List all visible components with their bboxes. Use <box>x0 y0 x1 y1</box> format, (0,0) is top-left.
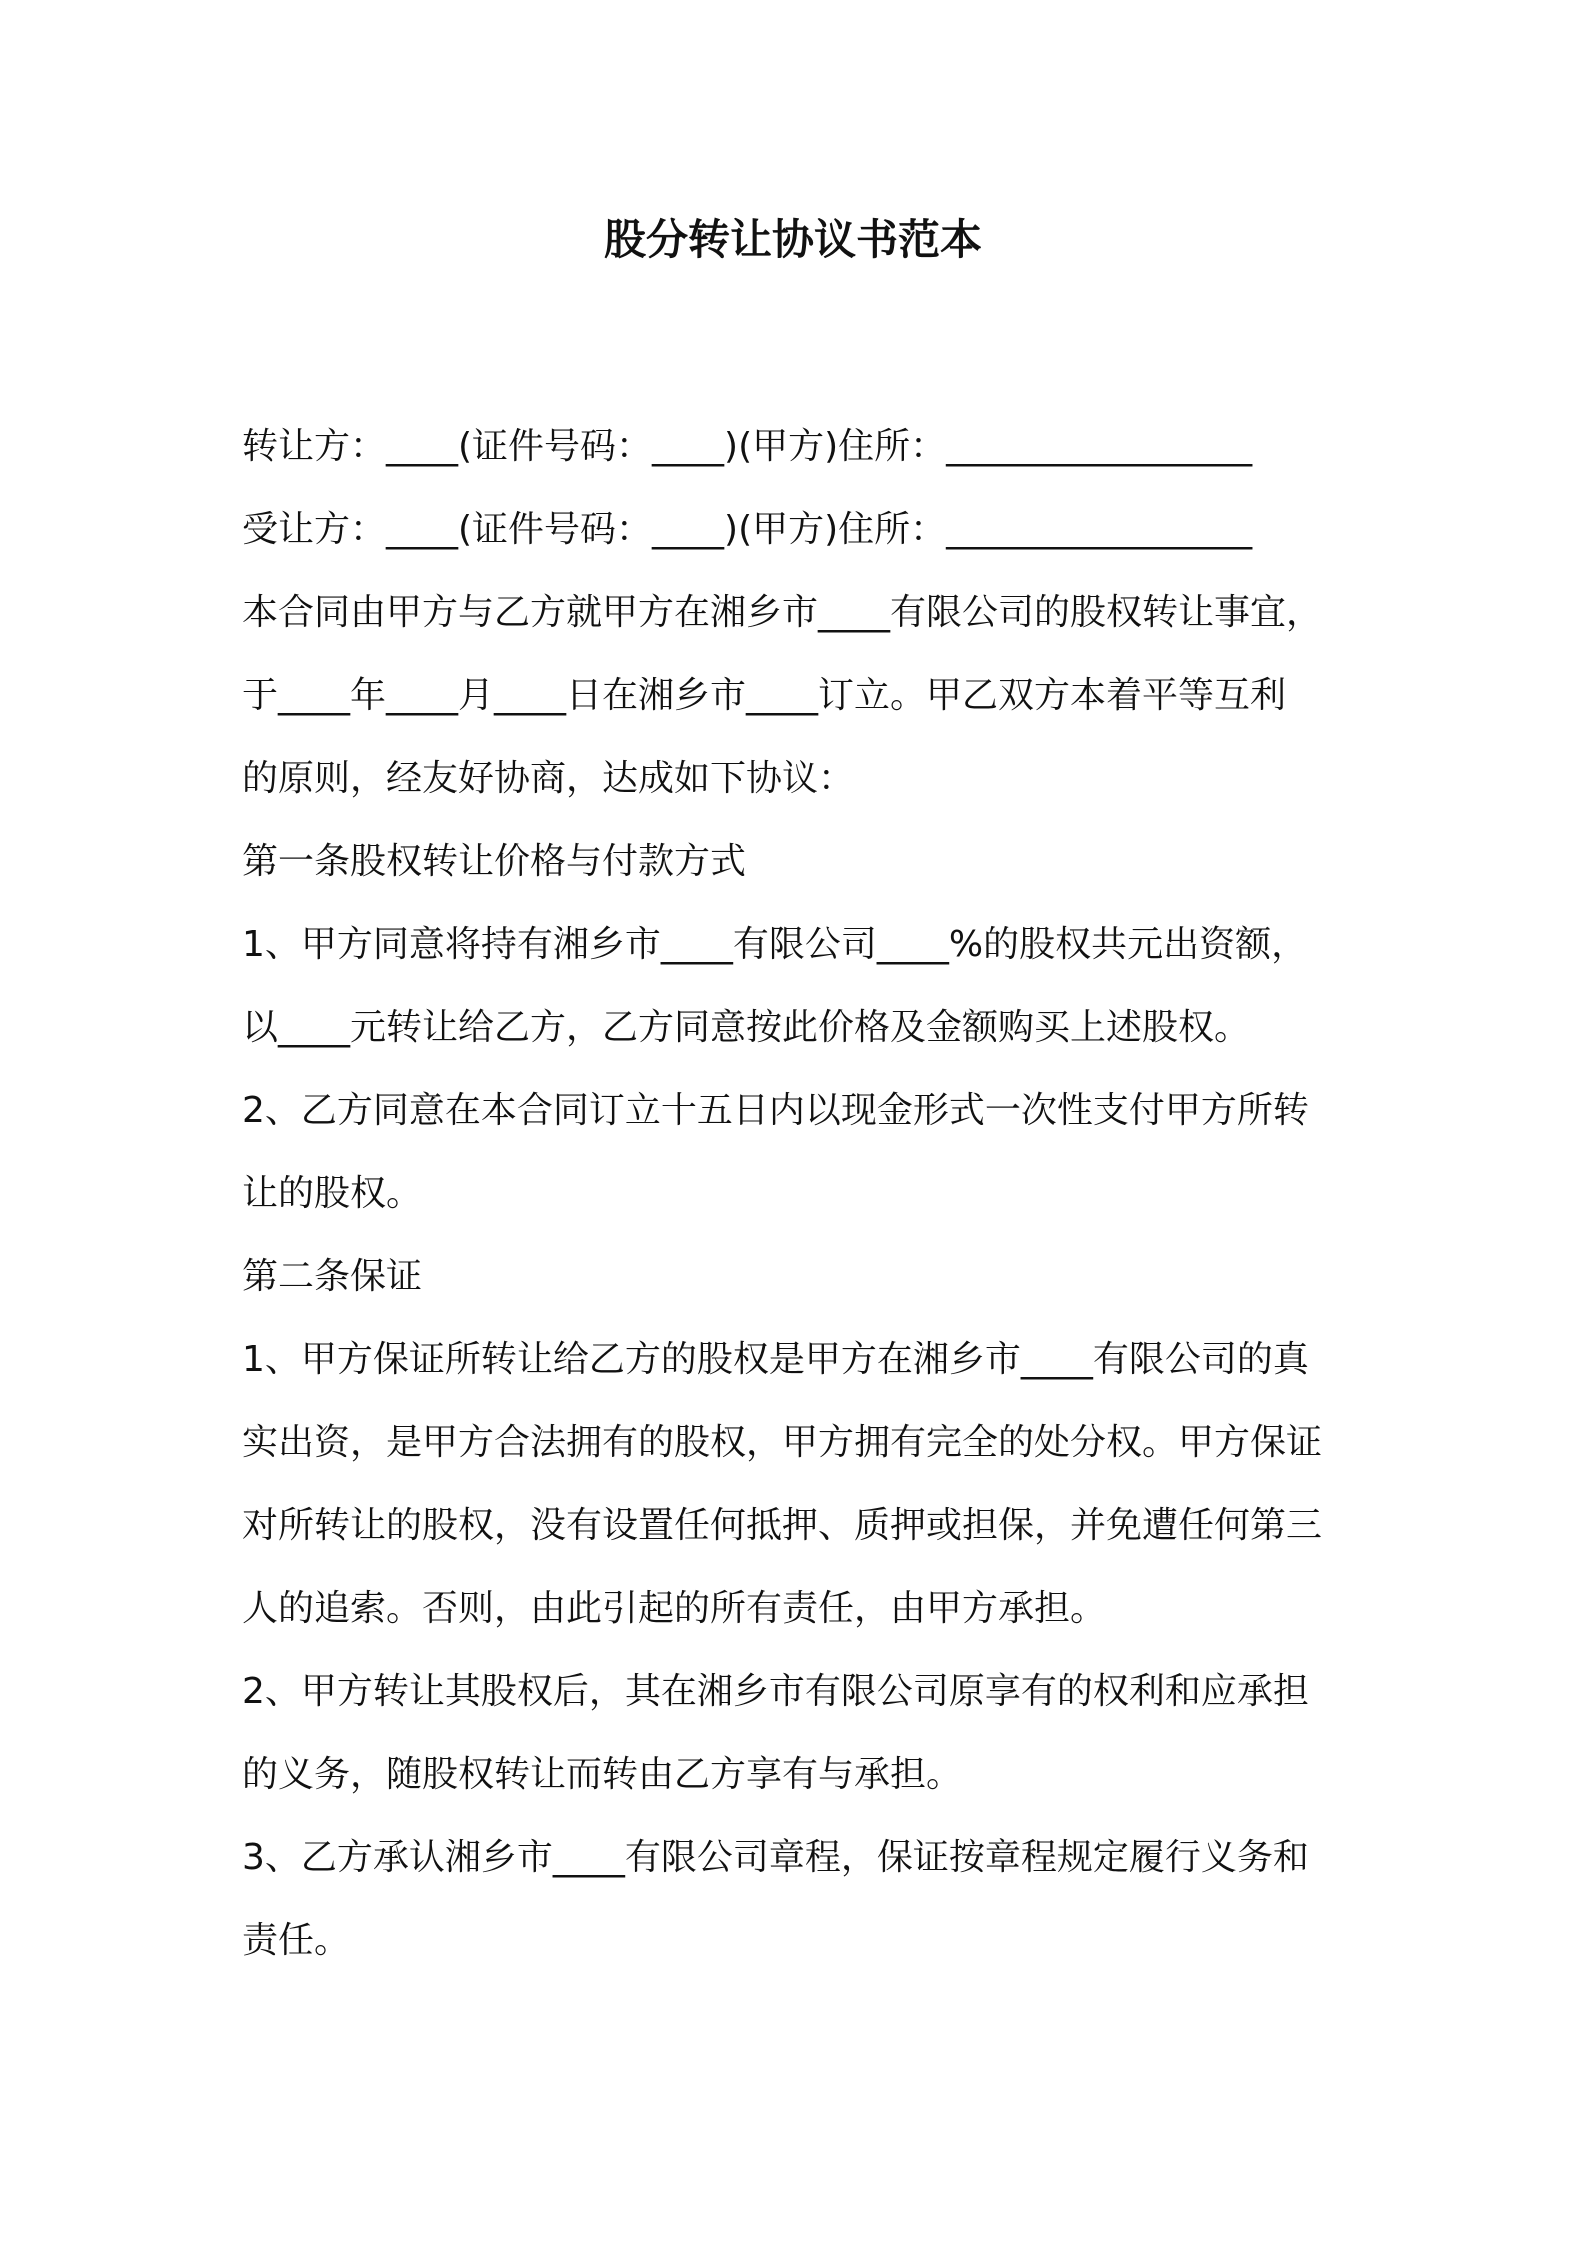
section-heading: 第二条保证 <box>242 1256 423 1297</box>
text-line: 2、乙方同意在本合同订立十五日内以现金形式一次性支付甲方所转 <box>242 1090 1309 1131</box>
text-line: 3、乙方承认湘乡市____有限公司章程，保证按章程规定履行义务和 <box>242 1837 1309 1878</box>
document-body <box>242 405 1357 1982</box>
text-line: 人的追索。否则，由此引起的所有责任，由甲方承担。 <box>242 1588 1107 1629</box>
text-line: 的原则，经友好协商，达成如下协议： <box>242 758 855 799</box>
text-line: 受让方：____(证件号码：____)(甲方)住所：_________________ <box>242 509 1253 550</box>
text-line: 1、甲方同意将持有湘乡市____有限公司____%的股权共元出资额， <box>242 924 1308 965</box>
text-line: 实出资，是甲方合法拥有的股权，甲方拥有完全的处分权。甲方保证 <box>242 1422 1323 1463</box>
text-line: 转让方：____(证件号码：____)(甲方)住所：_________________ <box>242 426 1253 467</box>
text-line: 对所转让的股权，没有设置任何抵押、质押或担保，并免遭任何第三 <box>242 1505 1323 1546</box>
document-title: 股分转让协议书范本 <box>603 215 982 264</box>
text-line: 让的股权。 <box>242 1173 423 1214</box>
text-line: 2、甲方转让其股权后，其在湘乡市有限公司原享有的权利和应承担 <box>242 1671 1309 1712</box>
text-line: 本合同由甲方与乙方就甲方在湘乡市____有限公司的股权转让事宜， <box>242 592 1323 633</box>
text-line: 于____年____月____日在湘乡市____订立。甲乙双方本着平等互利 <box>242 675 1287 716</box>
text-line: 的义务，随股权转让而转由乙方享有与承担。 <box>242 1754 963 1795</box>
section-heading: 第一条股权转让价格与付款方式 <box>242 841 747 882</box>
text-line: 以____元转让给乙方，乙方同意按此价格及金额购买上述股权。 <box>242 1007 1251 1048</box>
text-line: 1、甲方保证所转让给乙方的股权是甲方在湘乡市____有限公司的真 <box>242 1339 1309 1380</box>
text-line: 责任。 <box>242 1920 351 1961</box>
